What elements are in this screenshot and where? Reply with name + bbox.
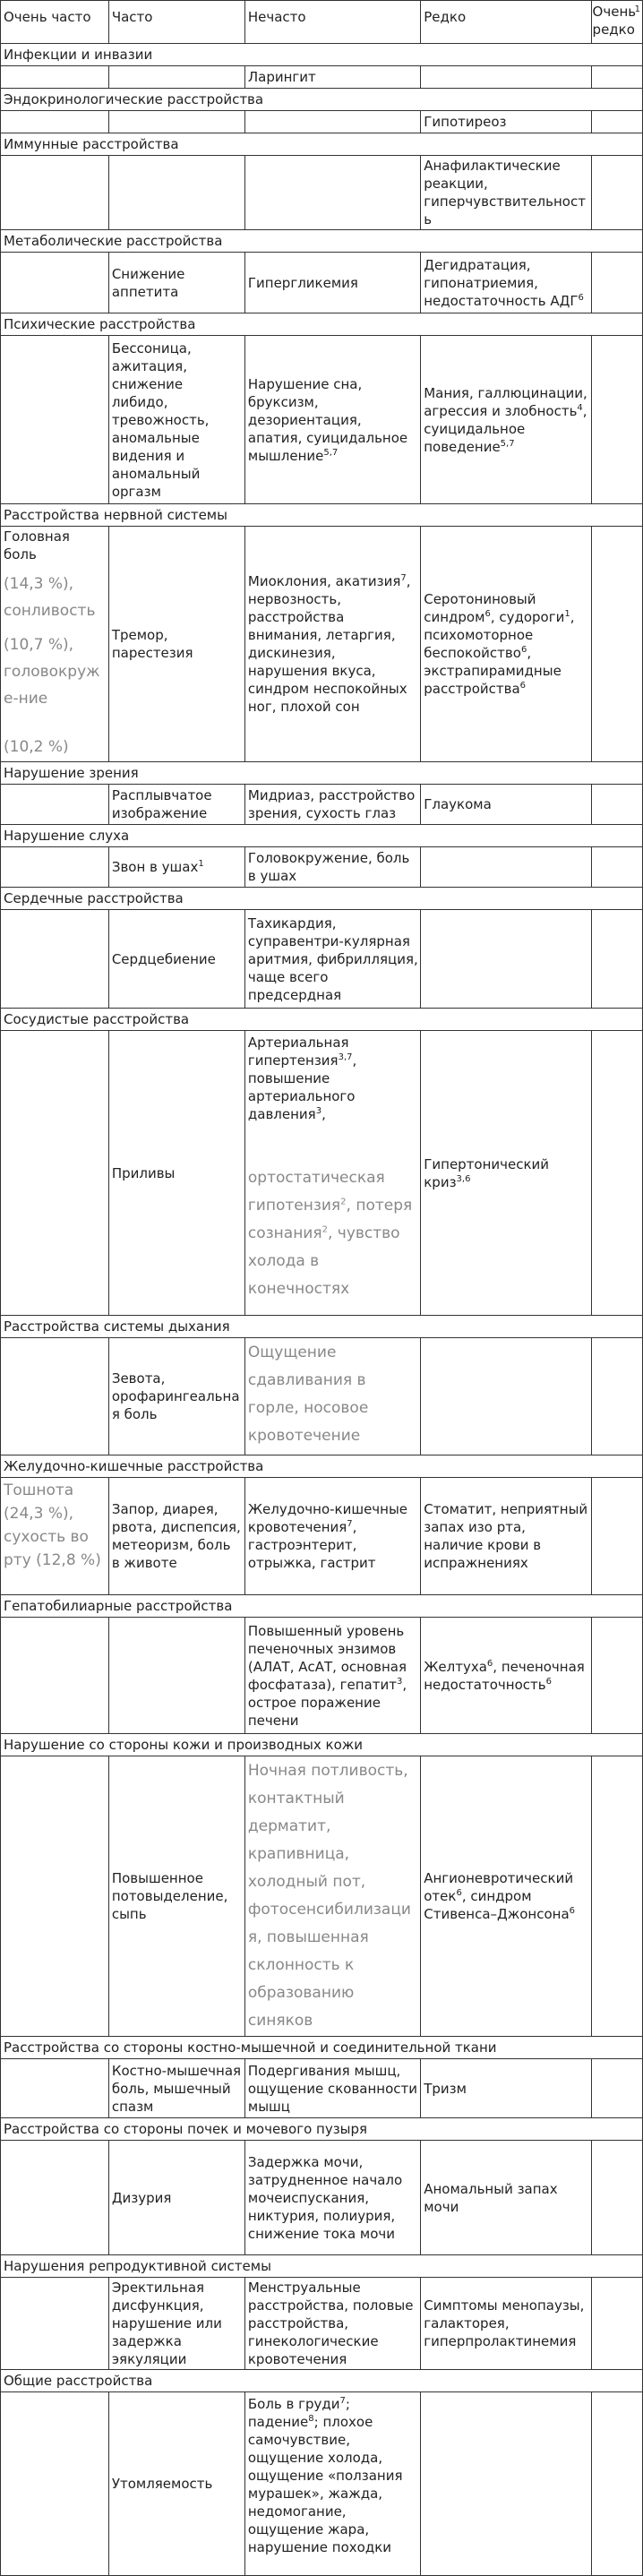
data-row (1, 2059, 643, 2118)
metabolic-common: Снижение аппетита (108, 253, 244, 313)
section-renal: Расстройства со стороны почек и мочевого пузыря (1, 2118, 643, 2141)
data-row (1, 2392, 643, 2576)
data-row (1, 156, 643, 230)
vision-uncommon: Мидриаз, расстройство зрения, сухость глаз (244, 785, 420, 825)
section-row (1, 2255, 643, 2278)
reproductive-rare: Симптомы менопаузы, галакторея, гиперпролактинемия (421, 2278, 591, 2370)
section-row (1, 504, 643, 527)
header-uncommon: Нечасто (244, 1, 420, 44)
data-row (1, 1031, 643, 1316)
section-row (1, 89, 643, 111)
section-cardiac: Сердечные расстройства (1, 888, 643, 910)
endocrine-rare: Гипотиреоз (421, 111, 591, 133)
section-vision: Нарушение зрения (1, 762, 643, 785)
renal-rare: Аномальный запах мочи (421, 2141, 591, 2255)
general-uncommon: Боль в груди$^7$; падение$^8$; плохое самочувствие, ощущение холода, ощущение «ползания мурашек», жажда, недомогание, ощущение жара, нарушение походки (244, 2392, 420, 2576)
metabolic-rare: Дегидратация, гипонатриемия, недостаточность АДГ$^6$ (421, 253, 591, 313)
renal-common: Дизурия (108, 2141, 244, 2255)
section-immune: Иммунные расстройства (1, 133, 643, 156)
nervous-common: Тремор, парестезия (108, 527, 244, 762)
respiratory-uncommon: Ощущение сдавливания в горле, носовое кровотечение (244, 1338, 420, 1455)
section-row (1, 230, 643, 253)
vascular-common: Приливы (108, 1031, 244, 1316)
nervous-rare: Серотониновый синдром$^6$, судороги$^1$, психомоторное беспокойство$^6$, экстрапирамидные расстройства$^6$ (421, 527, 591, 762)
data-row (1, 66, 643, 89)
general-common: Утомляемость (108, 2392, 244, 2576)
cardiac-uncommon: Тахикардия, суправентри-кулярная аритмия, фибрилляция, чаще всего предсердная (244, 910, 420, 1009)
respiratory-common: Зевота, орофарингеальная боль (108, 1338, 244, 1455)
data-row (1, 336, 643, 504)
section-row (1, 2118, 643, 2141)
section-musculo: Расстройства со стороны костно-мышечной и соединительной ткани (1, 2037, 643, 2059)
nervous-very-common: Головная боль (14,3 %), сонливость (10,7 %), головокруже-ние (10,2 %) (1, 527, 109, 762)
section-row (1, 1316, 643, 1338)
data-row (1, 1618, 643, 1734)
section-gi: Желудочно-кишечные расстройства (1, 1455, 643, 1478)
skin-uncommon: Ночная потливость, контактный дерматит, крапивница, холодный пот, фотосенсибилизация, повышенная склонность к образованию синяков (244, 1756, 420, 2037)
hearing-common: Звон в ушах$^1$ (108, 847, 244, 888)
section-metabolic: Метаболические расстройства (1, 230, 643, 253)
data-row (1, 1478, 643, 1595)
skin-rare: Ангионевротический отек$^6$, синдром Стивенса–Джонсона$^6$ (421, 1756, 591, 2037)
musculo-uncommon: Подергивания мышц, ощущение скованности мышц (244, 2059, 420, 2118)
section-respiratory: Расстройства системы дыхания (1, 1316, 643, 1338)
data-row (1, 910, 643, 1009)
section-general: Общие расстройства (1, 2370, 643, 2392)
section-row (1, 1009, 643, 1031)
data-row (1, 2141, 643, 2255)
section-row (1, 1455, 643, 1478)
header-rare: Редко (421, 1, 591, 44)
data-row (1, 847, 643, 888)
infections-uncommon: Ларингит (244, 66, 420, 89)
musculo-common: Костно-мышечная боль, мышечный спазм (108, 2059, 244, 2118)
psychiatric-rare: Мания, галлюцинации, агрессия и злобность$^4$, суицидальное поведение$^{5,7}$ (421, 336, 591, 504)
immune-rare: Анафилактические реакции, гиперчувствительность (421, 156, 591, 230)
section-row (1, 1595, 643, 1618)
hepatobiliary-rare: Желтуха$^6$, печеночная недостаточность$^6$ (421, 1618, 591, 1734)
section-row (1, 762, 643, 785)
data-row (1, 785, 643, 825)
section-reproductive: Нарушения репродуктивной системы (1, 2255, 643, 2278)
data-row (1, 1338, 643, 1455)
metabolic-uncommon: Гипергликемия (244, 253, 420, 313)
data-row (1, 527, 643, 762)
gi-very-common: Тошнота (24,3 %), сухость во рту (12,8 %) (1, 1478, 109, 1595)
section-skin: Нарушение со стороны кожи и производных кожи (1, 1734, 643, 1756)
header-common: Часто (108, 1, 244, 44)
header-row (1, 1, 643, 44)
gi-uncommon: Желудочно-кишечные кровотечения$^7$, гастроэнтерит, отрыжка, гастрит (244, 1478, 420, 1595)
hepatobiliary-uncommon: Повышенный уровень печеночных энзимов (АЛАТ, АсАТ, основная фосфатаза), гепатит$^3$, острое поражение печени (244, 1618, 420, 1734)
reproductive-uncommon: Менструальные расстройства, половые расстройства, гинекологические кровотечения (244, 2278, 420, 2370)
section-row (1, 44, 643, 66)
psychiatric-uncommon: Нарушение сна, бруксизм, дезориентация, апатия, суицидальное мышление$^{5,7}$ (244, 336, 420, 504)
nervous-uncommon: Миоклония, акатизия$^7$, нервозность, расстройства внимания, летаргия, дискинезия, нарушения вкуса, синдром неспокойных ног, плохой сон (244, 527, 420, 762)
section-hepatobiliary: Гепатобилиарные расстройства (1, 1595, 643, 1618)
vascular-uncommon: Артериальная гипертензия$^{3,7}$, повышение артериального давления$^3$, ортостатическая гипотензия$^2$, потеря сознания$^2$, чувство холода в конечностях (244, 1031, 420, 1316)
reproductive-common: Эректильная дисфункция, нарушение или задержка эякуляции (108, 2278, 244, 2370)
section-row (1, 1734, 643, 1756)
vision-rare: Глаукома (421, 785, 591, 825)
data-row (1, 2278, 643, 2370)
hearing-uncommon: Головокружение, боль в ушах (244, 847, 420, 888)
data-row (1, 1756, 643, 2037)
section-row (1, 2370, 643, 2392)
psychiatric-common: Бессоница, ажитация, снижение либидо, тревожность, аномальные видения и аномальный оргазм (108, 336, 244, 504)
section-row (1, 133, 643, 156)
musculo-rare: Тризм (421, 2059, 591, 2118)
section-row (1, 825, 643, 847)
section-infections: Инфекции и инвазии (1, 44, 643, 66)
section-hearing: Нарушение слуха (1, 825, 643, 847)
renal-uncommon: Задержка мочи, затрудненное начало мочеиспускания, никтурия, полиурия, снижение тока мочи (244, 2141, 420, 2255)
section-nervous: Расстройства нервной системы (1, 504, 643, 527)
data-row (1, 253, 643, 313)
section-endocrine: Эндокринологические расстройства (1, 89, 643, 111)
vascular-rare: Гипертонический криз$^{3,6}$ (421, 1031, 591, 1316)
section-vascular: Сосудистые расстройства (1, 1009, 643, 1031)
cardiac-common: Сердцебиение (108, 910, 244, 1009)
section-psychiatric: Психические расстройства (1, 313, 643, 336)
gi-common: Запор, диарея, рвота, диспепсия, метеоризм, боль в животе (108, 1478, 244, 1595)
header-very-rare: Очень редко 1 (591, 1, 642, 44)
skin-common: Повышенное потовыделение, сыпь (108, 1756, 244, 2037)
section-row (1, 313, 643, 336)
section-row (1, 2037, 643, 2059)
vision-common: Расплывчатое изображение (108, 785, 244, 825)
section-row (1, 888, 643, 910)
header-very-common: Очень часто (1, 1, 109, 44)
gi-rare: Стоматит, неприятный запах изо рта, наличие крови в испражнениях (421, 1478, 591, 1595)
data-row (1, 111, 643, 133)
